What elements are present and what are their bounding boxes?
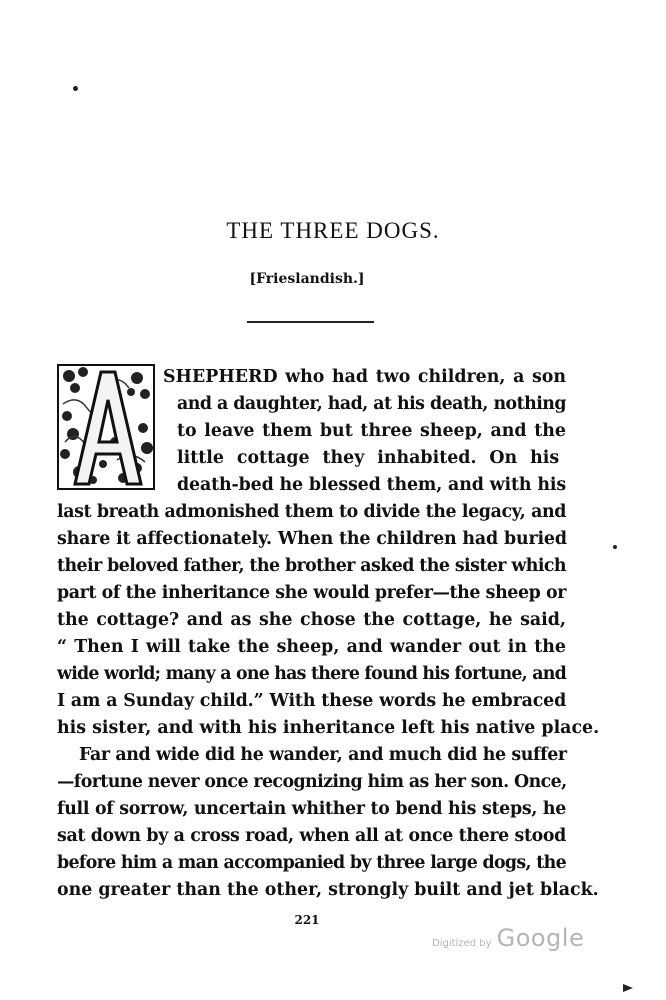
text-line: last breath admonished them to divide the legacy, and [57, 502, 566, 522]
text-line: SHEPHERD who had two children, a son [163, 367, 566, 387]
text-line: his sister, and with his inheritance left his native place. [57, 718, 600, 738]
google-wordmark: Google [496, 924, 585, 952]
text-line: full of sorrow, uncertain whither to bend his steps, he [57, 799, 566, 819]
text-line: —fortune never once recognizing him as her son. Once, [57, 772, 567, 792]
text-line: and a daughter, had, at his death, nothing [177, 394, 566, 414]
text-line: to leave them but three sheep, and the [177, 421, 566, 441]
scan-speck [613, 545, 617, 549]
text-line: the cottage? and as she chose the cottage, he said, [57, 610, 566, 630]
text-line: “ Then I will take the sheep, and wander out in the [57, 637, 566, 657]
ornamental-drop-cap [57, 364, 155, 490]
page-number: 221 [294, 913, 320, 927]
text-line: little cottage they inhabited. On his [177, 448, 560, 468]
text-line: their beloved father, the brother asked the sister which [57, 556, 566, 576]
chapter-subtitle: [Frieslandish.] [249, 271, 365, 287]
text-line: before him a man accompanied by three large dogs, the [57, 853, 566, 873]
digitized-watermark [432, 924, 584, 952]
text-line: I am a Sunday child.” With these words he embraced [57, 691, 567, 711]
text-line: share it affectionately. When the children had buried [57, 529, 567, 549]
text-line: part of the inheritance she would prefer—the sheep or [57, 583, 566, 603]
corner-arrow-icon [623, 984, 633, 992]
drop-cap-letter: A [106, 434, 107, 435]
chapter-title: THE THREE DOGS. [226, 218, 440, 243]
scan-speck [73, 86, 78, 91]
text-line: wide world; many a one has there found his fortune, and [57, 664, 566, 684]
text-line: Far and wide did he wander, and much did he suffer [79, 745, 567, 765]
digitized-prefix: Digitized by [432, 938, 492, 949]
title-rule [247, 321, 374, 323]
text-line: sat down by a cross road, when all at once there stood [57, 826, 566, 846]
text-line: death-bed he blessed them, and with his [177, 475, 566, 495]
text-line: one greater than the other, strongly built and jet black. [57, 880, 599, 900]
